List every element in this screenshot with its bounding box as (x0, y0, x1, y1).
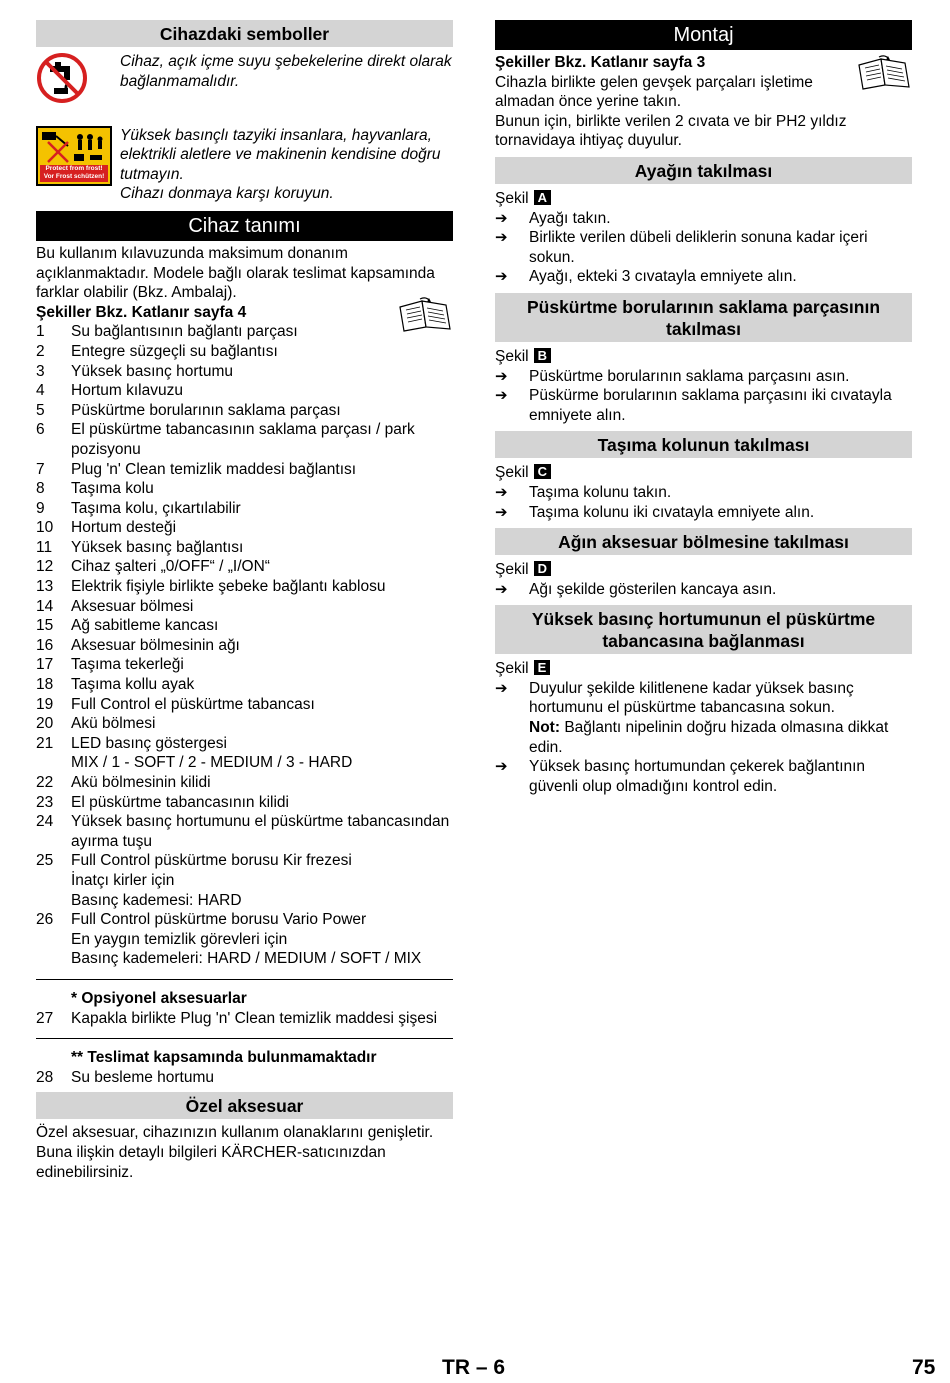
list-item-line: Basınç kademesi: HARD (71, 891, 242, 909)
list-item (36, 714, 453, 734)
list-item-number: 10 (36, 519, 54, 537)
list-item-number: 28 (36, 1068, 54, 1086)
list-item (36, 773, 453, 793)
section-heading: Yüksek basınç hortumunun el püskürtme tabancasına bağlanması (495, 605, 912, 654)
arrow-right-icon: ➔ (495, 758, 508, 776)
list-item-text (71, 675, 453, 695)
list-item (36, 616, 453, 636)
step-text: Ağı şekilde gösterilen kancaya asın. (529, 580, 777, 598)
list-item (36, 322, 453, 342)
step-text: Birlikte verilen dübeli deliklerin sonuna kadar içeri sokun. (529, 229, 868, 266)
list-item-number: 11 (36, 538, 53, 556)
instruction-step (495, 503, 912, 523)
list-item (36, 793, 453, 813)
list-item-line: Kapakla birlikte Plug 'n' Clean temizlik maddesi şişesi (71, 1009, 438, 1027)
list-item (36, 420, 453, 459)
list-item-line: Taşıma tekerleği (71, 656, 184, 674)
list-item-number: 4 (36, 382, 45, 400)
figure-ref (495, 347, 912, 367)
list-item-text (71, 499, 453, 519)
figures-ref: Şekiller Bkz. Katlanır sayfa 4 (36, 303, 247, 321)
list-item-number: 23 (36, 793, 54, 811)
list-item-number: 21 (36, 734, 54, 752)
no-drinking-water-icon (36, 52, 120, 110)
list-item (36, 1068, 453, 1088)
list-item-number: 22 (36, 774, 54, 791)
list-item-text (71, 636, 453, 656)
list-item-line: Yüksek basınç hortumunu el püskürtme tabancasından ayırma tuşu (71, 813, 450, 850)
list-item (36, 401, 453, 421)
list-item-line: Full Control püskürtme borusu Kir frezesi (71, 852, 352, 870)
component-list (36, 322, 453, 969)
right-column (495, 20, 912, 796)
step-text: Taşıma kolunu iki cıvatayla emniyete alın. (529, 503, 815, 521)
list-item-line: Cihaz şalteri „0/OFF“ / „I/ON“ (71, 558, 270, 576)
list-item-line: Plug 'n' Clean temizlik maddesi bağlantısı (71, 460, 357, 478)
figure-label: Şekil (495, 660, 529, 678)
optional-heading: * Opsiyonel aksesuarlar (71, 989, 247, 1007)
list-item-text (71, 616, 453, 636)
symbol-1-text: Cihaz, açık içme suyu şebekelerine direkt olarak bağlanmamalıdır. (120, 53, 452, 90)
figure-letter-badge: C (534, 464, 551, 479)
step-text: Ayağı, ekteki 3 cıvatayla emniyete alın. (529, 268, 797, 286)
figure-letter-badge: D (534, 561, 551, 576)
symbols-heading: Cihazdaki semboller (36, 20, 453, 47)
page-number: 75 (912, 1356, 936, 1379)
divider (36, 1038, 453, 1039)
list-item-line: Basınç kademeleri: HARD / MEDIUM / SOFT / MIX (71, 950, 422, 968)
list-item-line: Hortum desteği (71, 519, 177, 537)
device-intro: Bu kullanım kılavuzunda maksimum donanım açıklanmaktadır. Modele bağlı olarak teslimat kapsamında farklar olabilir (Bkz. Ambalaj). (36, 244, 435, 302)
list-item (36, 499, 453, 519)
figure-label: Şekil (495, 561, 529, 579)
note-text: Bağlantı nipelinin doğru hizada olmasına dikkat edin. (529, 719, 889, 756)
list-item-text (71, 773, 453, 793)
list-item-number: 12 (36, 558, 54, 576)
step-note (529, 718, 912, 757)
list-item-number: 20 (36, 715, 54, 733)
figure-ref (495, 659, 912, 679)
list-item-number: 25 (36, 852, 54, 870)
symbol-2-text-frost: Cihazı donmaya karşı koruyun. (120, 185, 334, 203)
list-item (36, 1009, 453, 1029)
list-item (36, 597, 453, 617)
section-heading: Ayağın takılması (495, 157, 912, 184)
list-item-number: 24 (36, 813, 54, 831)
arrow-right-icon: ➔ (495, 209, 508, 227)
list-item-number: 9 (36, 499, 45, 517)
list-item (36, 518, 453, 538)
arrow-right-icon: ➔ (495, 679, 508, 697)
list-item-text (71, 695, 453, 715)
arrow-right-icon: ➔ (495, 580, 508, 598)
list-item-number: 5 (36, 401, 45, 419)
list-item-line: Entegre süzgeçli su bağlantısı (71, 342, 278, 360)
instruction-step (495, 679, 912, 757)
assembly-sections (495, 157, 912, 796)
list-item-text (71, 401, 453, 421)
list-item (36, 636, 453, 656)
symbol-2-text: Yüksek basınçlı tazyiki insanlara, hayvanlara, elektrikli aletlere ve makinenin kendisine doğru tutmayın. (120, 126, 441, 183)
footer-section: TR – 6 (442, 1356, 506, 1379)
section-heading: Ağın aksesuar bölmesine takılması (495, 528, 912, 555)
list-item-line: Su bağlantısının bağlantı parçası (71, 323, 298, 341)
list-item-line: Yüksek basınç hortumu (71, 362, 233, 380)
symbol-row-1 (36, 52, 453, 110)
step-text-block (529, 503, 912, 523)
list-item-text (71, 557, 453, 577)
symbol-2-text-block (120, 126, 453, 204)
step-text-block (529, 483, 912, 503)
instruction-step (495, 757, 912, 796)
list-item-line: Taşıma kolu (71, 480, 154, 498)
step-text-block (529, 757, 912, 796)
list-item (36, 557, 453, 577)
list-item (36, 479, 453, 499)
step-text-block (529, 580, 912, 600)
list-item (36, 362, 453, 382)
figure-letter-badge: B (534, 348, 551, 363)
step-text-block (529, 267, 912, 287)
list-item-number: 14 (36, 597, 54, 615)
list-item-text (71, 460, 453, 480)
list-item-text (71, 538, 453, 558)
arrow-right-icon: ➔ (495, 503, 508, 521)
divider (36, 979, 453, 980)
arrow-right-icon: ➔ (495, 268, 508, 286)
list-item-line: Aksesuar bölmesinin ağı (71, 636, 240, 654)
figure-ref (495, 560, 912, 580)
list-item (36, 734, 453, 773)
figure-label: Şekil (495, 464, 529, 482)
step-text: Püskürme borularının saklama parçasını iki cıvatayla emniyete alın. (529, 387, 892, 424)
list-item-number: 26 (36, 911, 54, 929)
instruction-step (495, 209, 912, 229)
list-item-text (71, 793, 453, 813)
list-item-line: Full Control püskürtme borusu Vario Power (71, 911, 367, 929)
list-item-number: 3 (36, 362, 45, 380)
list-item-text (71, 362, 453, 382)
figure-label: Şekil (495, 347, 529, 365)
assembly-ref: Şekiller Bkz. Katlanır sayfa 3 (495, 54, 706, 71)
list-item (36, 342, 453, 362)
step-text-block (529, 679, 912, 757)
assembly-heading: Montaj (495, 20, 912, 50)
list-item-text (71, 734, 453, 773)
special-accessory-heading: Özel aksesuar (36, 1092, 453, 1119)
list-item-text (71, 381, 453, 401)
symbol-2-icons (36, 126, 120, 204)
not-included-heading: ** Teslimat kapsamında bulunmamaktadır (71, 1049, 377, 1067)
list-item (36, 538, 453, 558)
list-item-line: Elektrik fişiyle birlikte şebeke bağlantı kablosu (71, 578, 386, 596)
step-text: Taşıma kolunu takın. (529, 483, 672, 501)
step-text: Duyulur şekilde kilitlenene kadar yüksek basınç hortumunu el püskürtme tabancasına sokun. (529, 679, 854, 717)
list-item-text (71, 1068, 453, 1088)
instruction-step (495, 580, 912, 600)
frost-label-en: Protect from frost! (45, 164, 103, 172)
left-column (36, 20, 453, 1182)
list-item-line: İnatçı kirler için (71, 871, 175, 889)
list-item-line: Akü bölmesinin kilidi (71, 774, 211, 791)
section-heading: Püskürtme borularının saklama parçasının takılması (495, 293, 912, 342)
list-item (36, 381, 453, 401)
list-item-number: 2 (36, 342, 45, 360)
step-text-block (529, 228, 912, 267)
step-text: Yüksek basınç hortumundan çekerek bağlantının güvenli olup olmadığını kontrol edin. (529, 758, 866, 795)
step-text-block (529, 209, 912, 229)
figure-letter-badge: A (534, 190, 551, 205)
special-accessory-text: Özel aksesuar, cihazınızın kullanım olanaklarını genişletir. Buna ilişkin detaylı bilgileri KÄRCHER-satıcınızdan edinebilirsiniz. (36, 1124, 434, 1181)
book-icon (855, 55, 913, 97)
list-item (36, 675, 453, 695)
list-item-text (71, 479, 453, 499)
list-item-line: Yüksek basınç bağlantısı (71, 538, 244, 556)
section-heading: Taşıma kolunun takılması (495, 431, 912, 458)
instruction-step (495, 367, 912, 387)
list-item (36, 695, 453, 715)
figure-letter-badge: E (534, 660, 551, 675)
figure-ref (495, 463, 912, 483)
arrow-right-icon: ➔ (495, 483, 508, 501)
list-item-number: 18 (36, 676, 54, 694)
not-included-list (36, 1048, 453, 1087)
list-item-number: 15 (36, 617, 54, 635)
list-item-number: 13 (36, 578, 54, 596)
list-item-text (71, 420, 453, 459)
book-icon (396, 297, 454, 339)
list-item (36, 910, 453, 969)
list-item-number: 19 (36, 695, 54, 713)
list-item (36, 460, 453, 480)
instruction-step (495, 483, 912, 503)
list-item-line: Taşıma kolu, çıkartılabilir (71, 499, 241, 517)
list-item-number: 6 (36, 421, 45, 439)
list-item-text (71, 655, 453, 675)
list-item-text (71, 342, 453, 362)
list-item-line: Akü bölmesi (71, 715, 156, 733)
step-text: Püskürtme borularının saklama parçasını asın. (529, 367, 850, 385)
list-item (36, 577, 453, 597)
list-item-text (71, 812, 453, 851)
list-item-line: Full Control el püskürtme tabancası (71, 695, 315, 713)
list-item-line: MIX / 1 - SOFT / 2 - MEDIUM / 3 - HARD (71, 754, 353, 772)
arrow-right-icon: ➔ (495, 367, 508, 385)
warning-spray-icon (36, 126, 112, 186)
list-item-text (71, 851, 453, 910)
step-text-block (529, 367, 912, 387)
instruction-step (495, 386, 912, 425)
list-item-number: 1 (36, 323, 45, 341)
list-item-line: Püskürtme borularının saklama parçası (71, 401, 341, 419)
list-item-line: LED basınç göstergesi (71, 734, 227, 752)
list-item-line: El püskürtme tabancasının kilidi (71, 793, 289, 811)
list-item-text (71, 714, 453, 734)
list-item (36, 655, 453, 675)
list-item-text (71, 518, 453, 538)
arrow-right-icon: ➔ (495, 387, 508, 405)
list-item-number: 17 (36, 656, 54, 674)
list-item-text (71, 597, 453, 617)
list-item (36, 851, 453, 910)
symbol-row-2 (36, 126, 453, 204)
list-item-line: Aksesuar bölmesi (71, 597, 194, 615)
figure-ref (495, 189, 912, 209)
note-label: Not: (529, 719, 560, 737)
list-item-line: Hortum kılavuzu (71, 382, 183, 400)
list-item-line: En yaygın temizlik görevleri için (71, 930, 288, 948)
list-item-line: El püskürtme tabancasının saklama parçası / park pozisyonu (71, 421, 415, 458)
list-item-number: 27 (36, 1009, 54, 1027)
list-item-line: Ağ sabitleme kancası (71, 617, 219, 635)
list-item-number: 7 (36, 460, 45, 478)
list-item-number: 8 (36, 480, 45, 498)
instruction-step (495, 267, 912, 287)
list-item-line: Su besleme hortumu (71, 1068, 215, 1086)
assembly-text-2: Bunun için, birlikte verilen 2 cıvata ve bir PH2 yıldız tornavidaya ihtiyaç duyulur. (495, 112, 847, 150)
frost-label-de: Vor Frost schützen! (43, 172, 105, 180)
list-item-number: 16 (36, 636, 54, 654)
list-item-text (71, 577, 453, 597)
figures-ref-row (36, 303, 453, 323)
list-item (36, 812, 453, 851)
figure-label: Şekil (495, 189, 529, 207)
device-heading: Cihaz tanımı (36, 211, 453, 241)
step-text: Ayağı takın. (529, 209, 611, 227)
step-text-block (529, 386, 912, 425)
optional-list (36, 989, 453, 1028)
assembly-text-1: Cihazla birlikte gelen gevşek parçaları işletime almadan önce yerine takın. (495, 73, 813, 111)
assembly-intro (495, 53, 912, 151)
list-item-text (71, 910, 453, 969)
instruction-step (495, 228, 912, 267)
list-item-text (71, 1009, 453, 1029)
list-item-line: Taşıma kollu ayak (71, 676, 195, 694)
arrow-right-icon: ➔ (495, 229, 508, 247)
